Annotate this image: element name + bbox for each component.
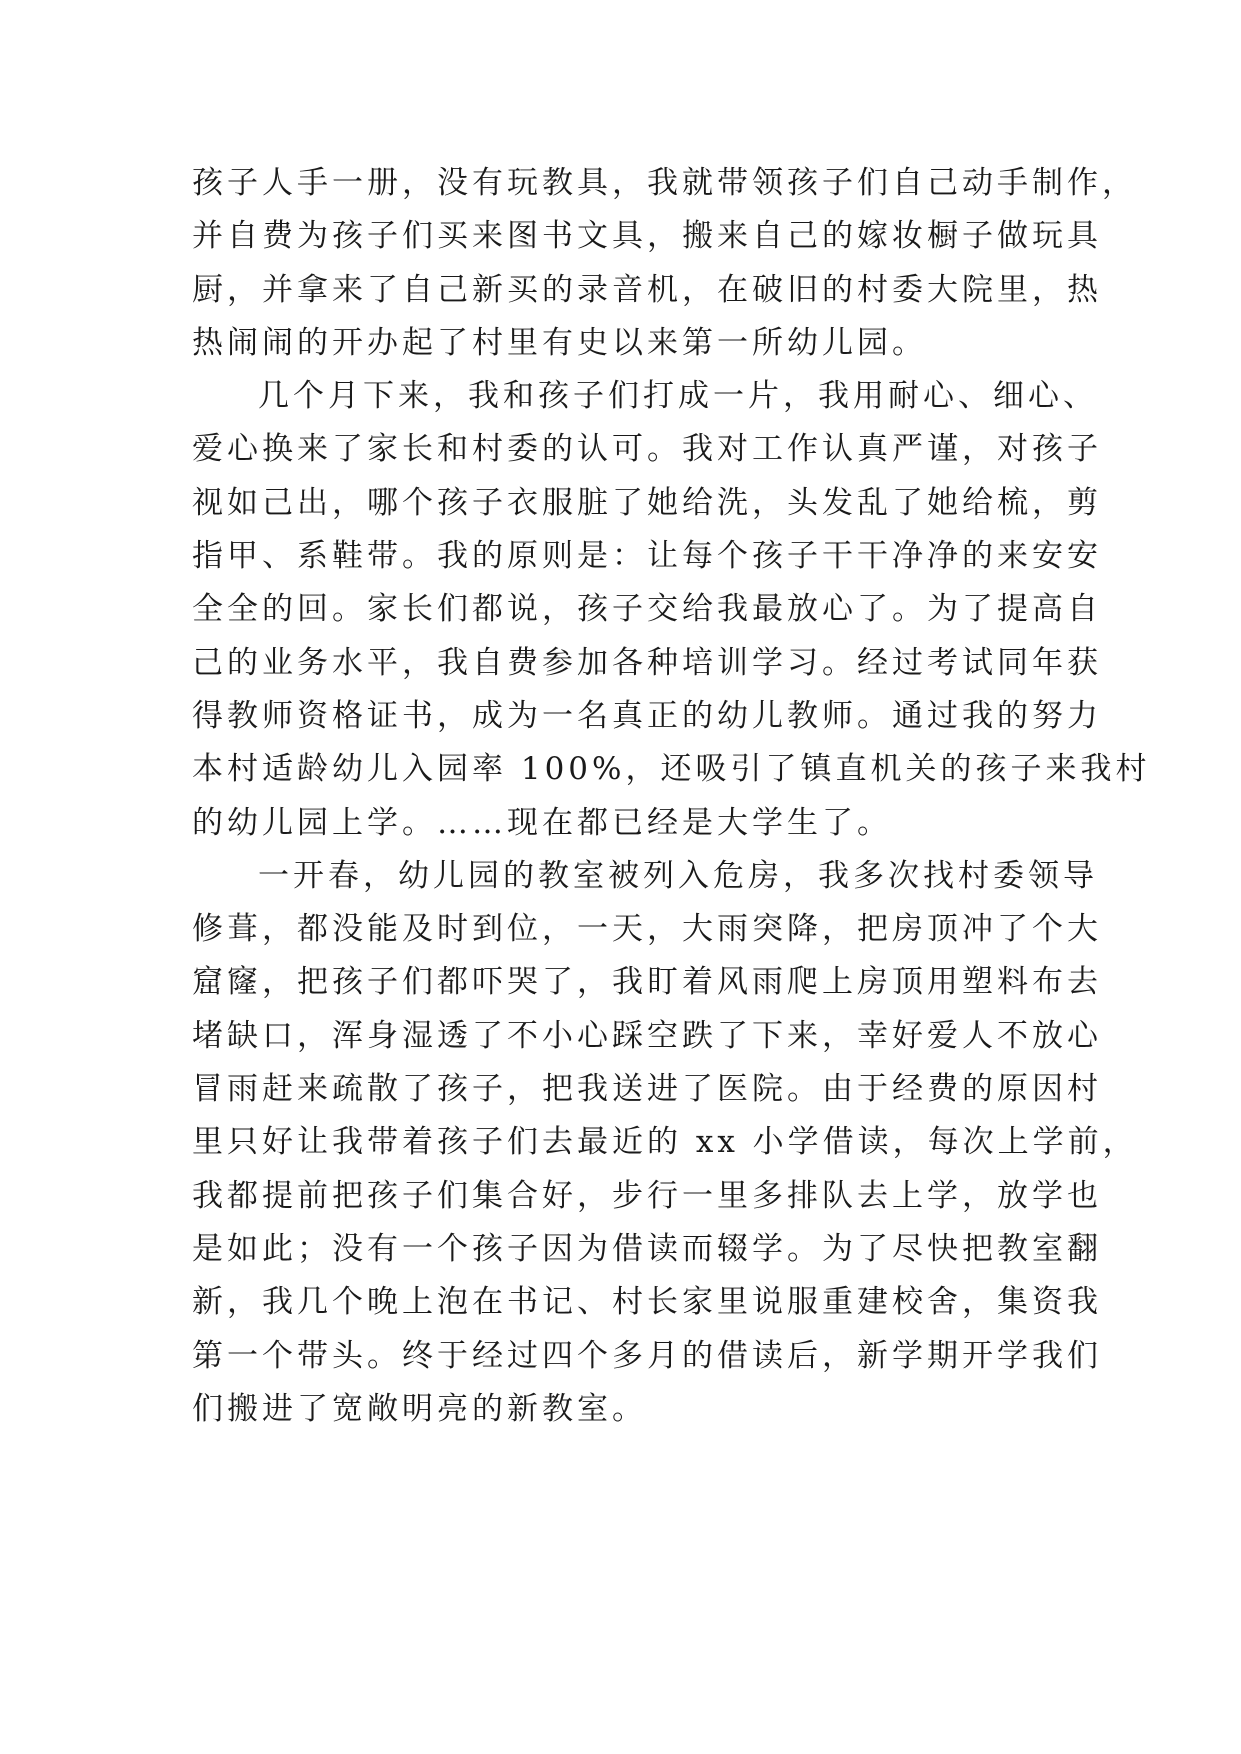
text-line: 爱心换来了家长和村委的认可。我对工作认真严谨，对孩子	[192, 431, 1102, 468]
text-line: 全全的回。家长们都说，孩子交给我最放心了。为了提高自	[192, 591, 1102, 628]
text-line: 我都提前把孩子们集合好，步行一里多排队去上学，放学也	[192, 1177, 1102, 1214]
text-line: 孩子人手一册，没有玩教具，我就带领孩子们自己动手制作，	[192, 165, 1137, 201]
text-line: 窟窿，把孩子们都吓哭了，我盯着风雨爬上房顶用塑料布去	[192, 964, 1102, 1001]
text-line: 堵缺口，浑身湿透了不小心踩空跌了下来，幸好爱人不放心	[192, 1017, 1102, 1054]
text-line: 里只好让我带着孩子们去最近的 xx 小学借读，每次上学前，	[192, 1124, 1138, 1161]
text-line: 冒雨赶来疏散了孩子，把我送进了医院。由于经费的原因村	[192, 1071, 1102, 1108]
text-line: 第一个带头。终于经过四个多月的借读后，新学期开学我们	[192, 1337, 1102, 1374]
text-line: 几个月下来，我和孩子们打成一片，我用耐心、细心、	[258, 378, 1098, 415]
document-page	[192, 157, 1151, 1436]
paragraph-2	[192, 370, 1151, 850]
text-line: 己的业务水平，我自费参加各种培训学习。经过考试同年获	[192, 644, 1102, 681]
text-line: 厨，并拿来了自己新买的录音机，在破旧的村委大院里，热	[192, 271, 1102, 308]
text-line: 指甲、系鞋带。我的原则是：让每个孩子干干净净的来安安	[192, 538, 1102, 575]
text-line: 一开春，幼儿园的教室被列入危房，我多次找村委领导	[258, 857, 1098, 894]
text-line: 修葺，都没能及时到位，一天，大雨突降，把房顶冲了个大	[192, 911, 1102, 948]
paragraph-1	[192, 157, 1137, 370]
text-line: 本村适龄幼儿入园率 100%，还吸引了镇直机关的孩子来我村	[192, 751, 1151, 788]
text-line: 得教师资格证书，成为一名真正的幼儿教师。通过我的努力	[192, 697, 1102, 734]
text-line: 并自费为孩子们买来图书文具，搬来自己的嫁妆橱子做玩具	[192, 218, 1102, 255]
paragraph-3	[192, 850, 1138, 1436]
text-line: 是如此；没有一个孩子因为借读而辍学。为了尽快把教室翻	[192, 1230, 1102, 1267]
text-line: 的幼儿园上学。……现在都已经是大学生了。	[192, 804, 892, 841]
text-line: 热闹闹的开办起了村里有史以来第一所幼儿园。	[192, 324, 927, 361]
text-line: 视如己出，哪个孩子衣服脏了她给洗，头发乱了她给梳，剪	[192, 484, 1102, 521]
text-line: 们搬进了宽敞明亮的新教室。	[192, 1390, 647, 1427]
text-line: 新，我几个晚上泡在书记、村长家里说服重建校舍，集资我	[192, 1284, 1102, 1321]
